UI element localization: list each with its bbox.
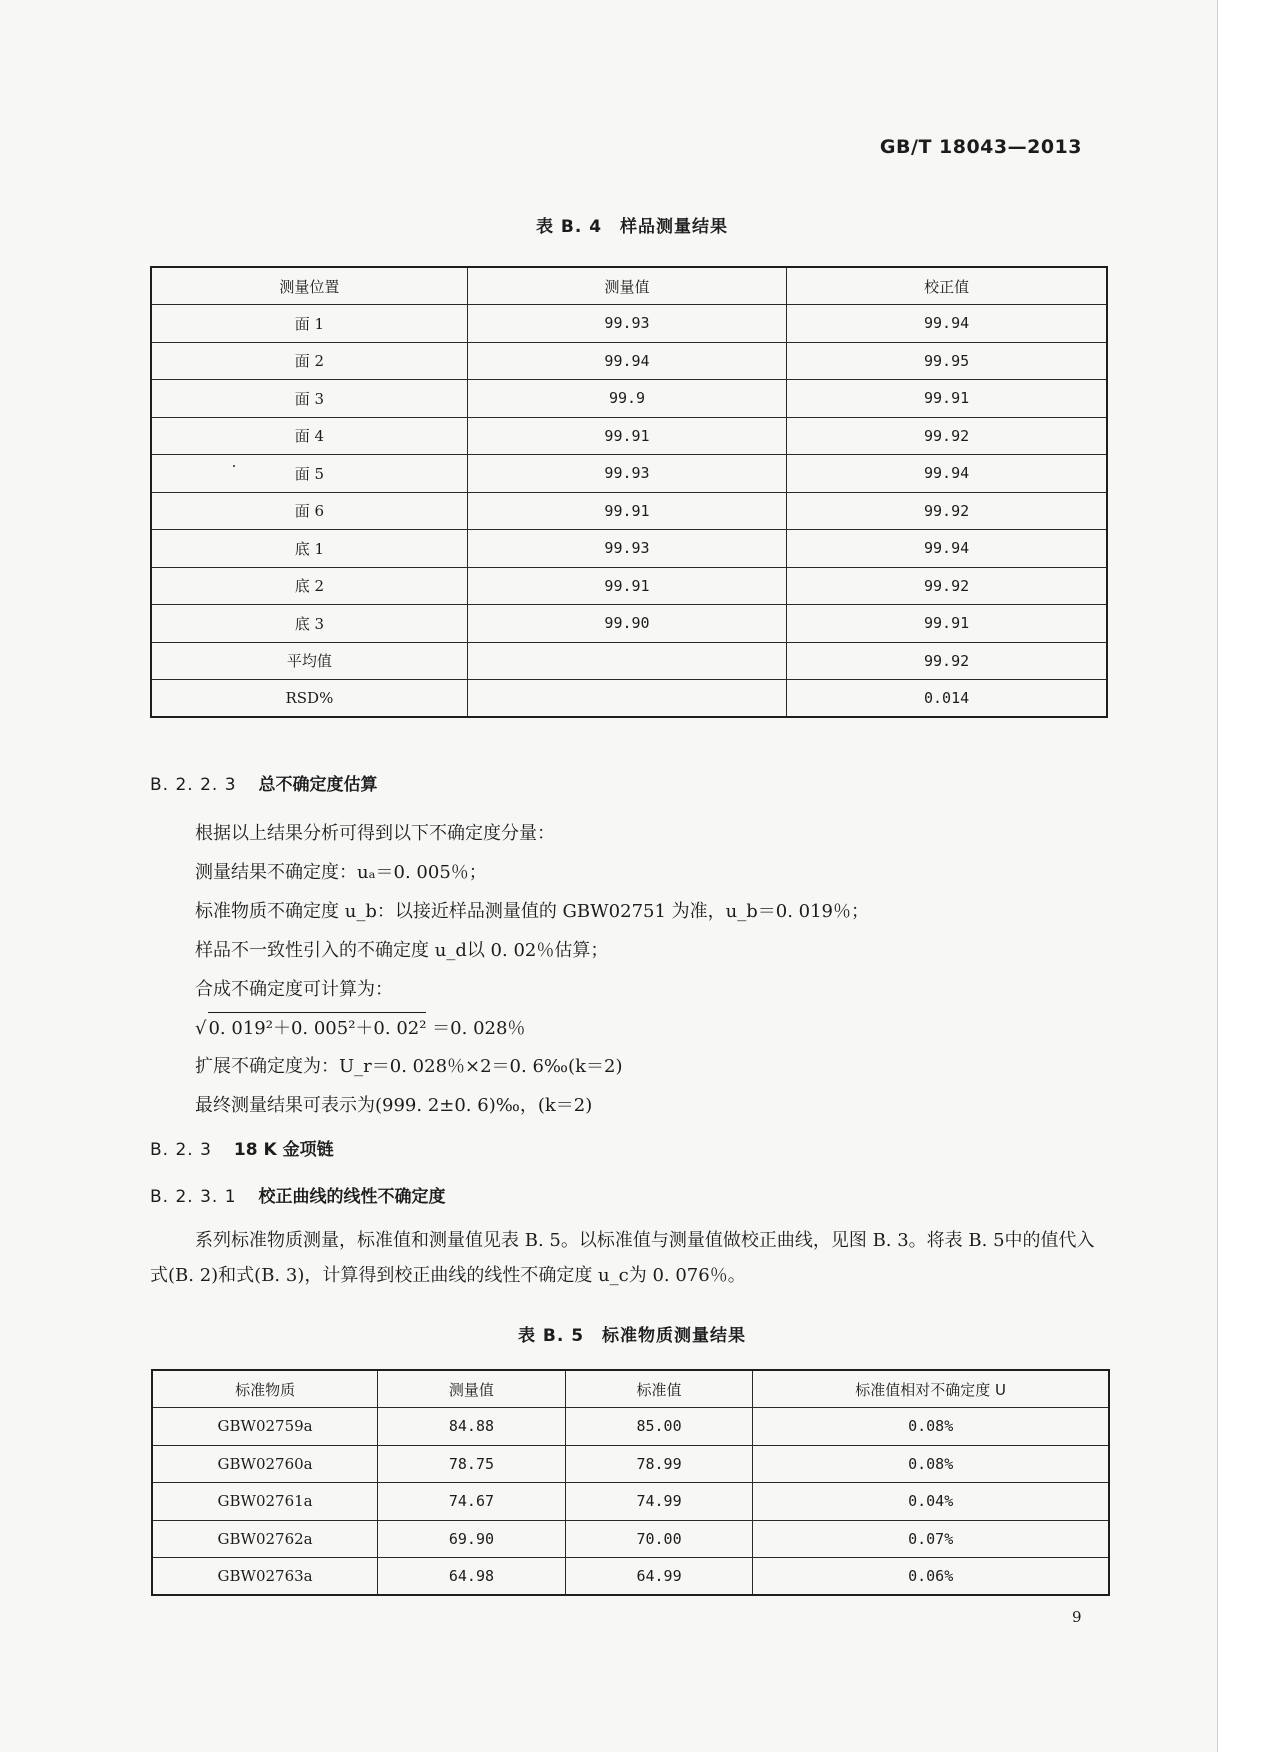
- table-b5: [151, 1369, 1110, 1596]
- material-cell: GBW02760a: [152, 1445, 378, 1483]
- corrected-cell: 99.92: [787, 642, 1107, 680]
- uncertainty-cell: 0.04%: [753, 1483, 1109, 1521]
- standard-cell: 85.00: [565, 1408, 753, 1446]
- position-cell: 面 2: [151, 342, 467, 380]
- measured-cell: 99.9: [467, 380, 786, 418]
- position-cell: 面 3: [151, 380, 467, 418]
- section-title: 总不确定度估算: [258, 775, 378, 795]
- table-b4: [150, 266, 1108, 718]
- table-row: [151, 305, 1107, 343]
- section-title: 校正曲线的线性不确定度: [258, 1187, 446, 1207]
- position-cell: 底 1: [151, 530, 467, 568]
- corrected-cell: 0.014: [787, 680, 1107, 718]
- measured-cell: 99.91: [467, 417, 786, 455]
- table-row: [151, 567, 1107, 605]
- formula-result: ＝0. 028％: [432, 1018, 526, 1039]
- header-cell: 测量位置: [151, 267, 467, 305]
- standard-cell: 64.99: [565, 1558, 753, 1596]
- formula-line: [195, 1012, 525, 1040]
- table-row: [151, 342, 1107, 380]
- body-paragraph: 系列标准物质测量，标准值和测量值见表 B. 5。以标准值与测量值做校正曲线，见图 B. 3。将表 B. 5中的值代入式(B. 2)和式(B. 3)，计算得到校正曲线的线性不确定度 u_c为 0. 076％。: [150, 1230, 1095, 1286]
- table-header-row: [151, 267, 1107, 305]
- uncertainty-cell: 0.08%: [753, 1408, 1109, 1446]
- text-line: 根据以上结果分析可得到以下不确定度分量：: [195, 823, 555, 844]
- corrected-cell: 99.92: [787, 567, 1107, 605]
- position-cell: 面 6: [151, 492, 467, 530]
- header-cell: 校正值: [787, 267, 1107, 305]
- measured-cell: 99.93: [467, 305, 786, 343]
- header-cell: 标准值相对不确定度 U: [753, 1370, 1109, 1408]
- uncertainty-cell: 0.08%: [753, 1445, 1109, 1483]
- corrected-cell: 99.94: [787, 530, 1107, 568]
- header-cell: 标准物质: [152, 1370, 378, 1408]
- text-line: 扩展不确定度为：U_r＝0. 028％×2＝0. 6‰(k＝2): [195, 1056, 623, 1077]
- corrected-cell: 99.92: [787, 417, 1107, 455]
- page-edge: [1217, 0, 1240, 1752]
- radical-sign: √: [195, 1018, 207, 1039]
- position-cell: RSD%: [151, 680, 467, 718]
- measured-cell: 74.67: [378, 1483, 566, 1521]
- position-cell: 平均值: [151, 642, 467, 680]
- corrected-cell: 99.95: [787, 342, 1107, 380]
- text-line: 标准物质不确定度 u_b：以接近样品测量值的 GBW02751 为准，u_b＝0. 019％；: [195, 901, 870, 922]
- measured-cell: 64.98: [378, 1558, 566, 1596]
- position-cell: 面 5: [151, 455, 467, 493]
- radicand: 0. 019²＋0. 005²＋0. 02²: [208, 1012, 426, 1040]
- corrected-cell: 99.91: [787, 605, 1107, 643]
- position-cell: 面 4: [151, 417, 467, 455]
- text-line: 最终测量结果可表示为(999. 2±0. 6)‰，(k＝2): [195, 1095, 593, 1116]
- measured-cell: 69.90: [378, 1520, 566, 1558]
- material-cell: GBW02763a: [152, 1558, 378, 1596]
- section-b231-heading: [150, 1182, 446, 1207]
- page-number: 9: [1072, 1608, 1082, 1626]
- table-row: [152, 1445, 1109, 1483]
- section-number: B. 2. 3: [150, 1140, 212, 1160]
- table-row: [151, 380, 1107, 418]
- table-b5-title: 表 B. 5 标准物质测量结果: [517, 1326, 747, 1346]
- table-row: [152, 1483, 1109, 1521]
- section-b223-heading: [150, 770, 378, 795]
- table-row: [151, 455, 1107, 493]
- measured-cell: 99.94: [467, 342, 786, 380]
- uncertainty-cell: 0.07%: [753, 1520, 1109, 1558]
- table-row: [151, 605, 1107, 643]
- measured-cell: 99.93: [467, 455, 786, 493]
- corrected-cell: 99.94: [787, 305, 1107, 343]
- standard-cell: 70.00: [565, 1520, 753, 1558]
- corrected-cell: 99.94: [787, 455, 1107, 493]
- section-number: B. 2. 3. 1: [150, 1187, 237, 1207]
- corrected-cell: 99.92: [787, 492, 1107, 530]
- measured-cell: 99.90: [467, 605, 786, 643]
- measured-cell: 84.88: [378, 1408, 566, 1446]
- measured-cell: [467, 680, 786, 718]
- table-row: [151, 417, 1107, 455]
- header-cell: 测量值: [467, 267, 786, 305]
- material-cell: GBW02761a: [152, 1483, 378, 1521]
- measured-cell: 99.91: [467, 492, 786, 530]
- table-row: [151, 492, 1107, 530]
- standard-code: GB/T 18043—2013: [879, 136, 1082, 158]
- position-cell: 底 2: [151, 567, 467, 605]
- scan-speck: [233, 465, 235, 467]
- standard-cell: 74.99: [565, 1483, 753, 1521]
- table-row: [152, 1558, 1109, 1596]
- table-row: [151, 680, 1107, 718]
- header-cell: 测量值: [378, 1370, 566, 1408]
- table-b4-title: 表 B. 4 样品测量结果: [535, 217, 729, 237]
- section-number: B. 2. 2. 3: [150, 775, 237, 795]
- measured-cell: 99.93: [467, 530, 786, 568]
- table-row: [152, 1408, 1109, 1446]
- standard-cell: 78.99: [565, 1445, 753, 1483]
- material-cell: GBW02762a: [152, 1520, 378, 1558]
- measured-cell: [467, 642, 786, 680]
- position-cell: 底 3: [151, 605, 467, 643]
- section-title: 18 K 金项链: [233, 1140, 334, 1160]
- table-row: [151, 530, 1107, 568]
- text-line: 合成不确定度可计算为：: [195, 979, 393, 1000]
- corrected-cell: 99.91: [787, 380, 1107, 418]
- table-row: [151, 642, 1107, 680]
- measured-cell: 78.75: [378, 1445, 566, 1483]
- text-line: 测量结果不确定度：uₐ＝0. 005％；: [195, 862, 487, 883]
- table-row: [152, 1520, 1109, 1558]
- header-cell: 标准值: [565, 1370, 753, 1408]
- text-line: 样品不一致性引入的不确定度 u_d以 0. 02％估算；: [195, 940, 609, 961]
- table-header-row: [152, 1370, 1109, 1408]
- position-cell: 面 1: [151, 305, 467, 343]
- uncertainty-cell: 0.06%: [753, 1558, 1109, 1596]
- section-b23-heading: [150, 1135, 334, 1160]
- measured-cell: 99.91: [467, 567, 786, 605]
- material-cell: GBW02759a: [152, 1408, 378, 1446]
